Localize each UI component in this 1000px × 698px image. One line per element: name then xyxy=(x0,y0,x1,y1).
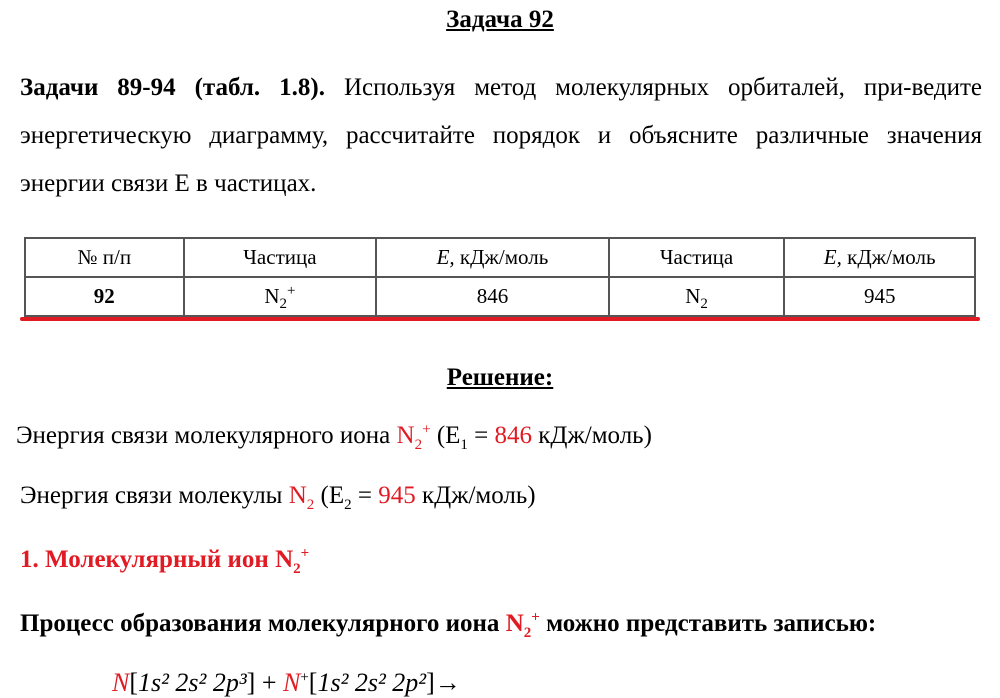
formation-equation: N[1s² 2s² 2p³] + N+[1s² 2s² 2p²]→ xyxy=(112,668,461,697)
energy-symbol: E, xyxy=(436,245,455,269)
cell-num: 92 xyxy=(25,277,184,316)
particles-table xyxy=(24,237,976,317)
header-num: № п/п xyxy=(25,238,184,277)
header-energy-1: E, кДж/моль xyxy=(376,238,608,277)
ion-energy-line: Энергия связи молекулярного иона $N_2^+$ ($E_1 = 846$ кДж/моль) xyxy=(16,421,652,453)
solution-title: Решение: xyxy=(446,364,554,391)
highlight-underline xyxy=(20,317,980,321)
section-1-heading: 1. Молекулярный ион $N_2^+$ xyxy=(20,545,310,577)
molecule-energy-value: 945 xyxy=(378,482,416,509)
ion-formula: $N_2^+$ xyxy=(396,421,431,453)
molecule-formula: $N_2$ xyxy=(288,482,315,513)
task-statement-text: Используя метод молекулярных орбиталей, при-ведите энергетическую диаграмму, рассчитайте порядок и объясните различные значения энергии связи Е в частицах. xyxy=(20,74,982,197)
task-statement-head: Задачи 89-94 (табл. 1.8). xyxy=(20,74,325,101)
table-row xyxy=(25,277,975,316)
cell-energy-2: 945 xyxy=(784,277,975,316)
task-title: Задача 92 xyxy=(446,6,554,33)
cell-particle-1: $N_2^+$ xyxy=(184,277,377,316)
task-statement xyxy=(20,64,982,208)
table-header-row xyxy=(25,238,975,277)
header-particle-2: Частица xyxy=(609,238,785,277)
cell-energy-1: 846 xyxy=(376,277,608,316)
header-energy-2: E, кДж/моль xyxy=(784,238,975,277)
header-particle-1: Частица xyxy=(184,238,377,277)
energy-symbol: E, xyxy=(823,245,842,269)
process-ion-formula: $N_2^+$ xyxy=(505,609,540,641)
ion-energy-value: 846 xyxy=(494,422,533,449)
cell-particle-2: $N_2$ xyxy=(609,277,785,316)
molecule-energy-line: Энергия связи молекулы $N_2$ ($E_2 = 945$ кДж/моль) xyxy=(20,482,536,513)
process-line: Процесс образования молекулярного иона $N_2^+$ можно представить записью: xyxy=(20,609,877,641)
